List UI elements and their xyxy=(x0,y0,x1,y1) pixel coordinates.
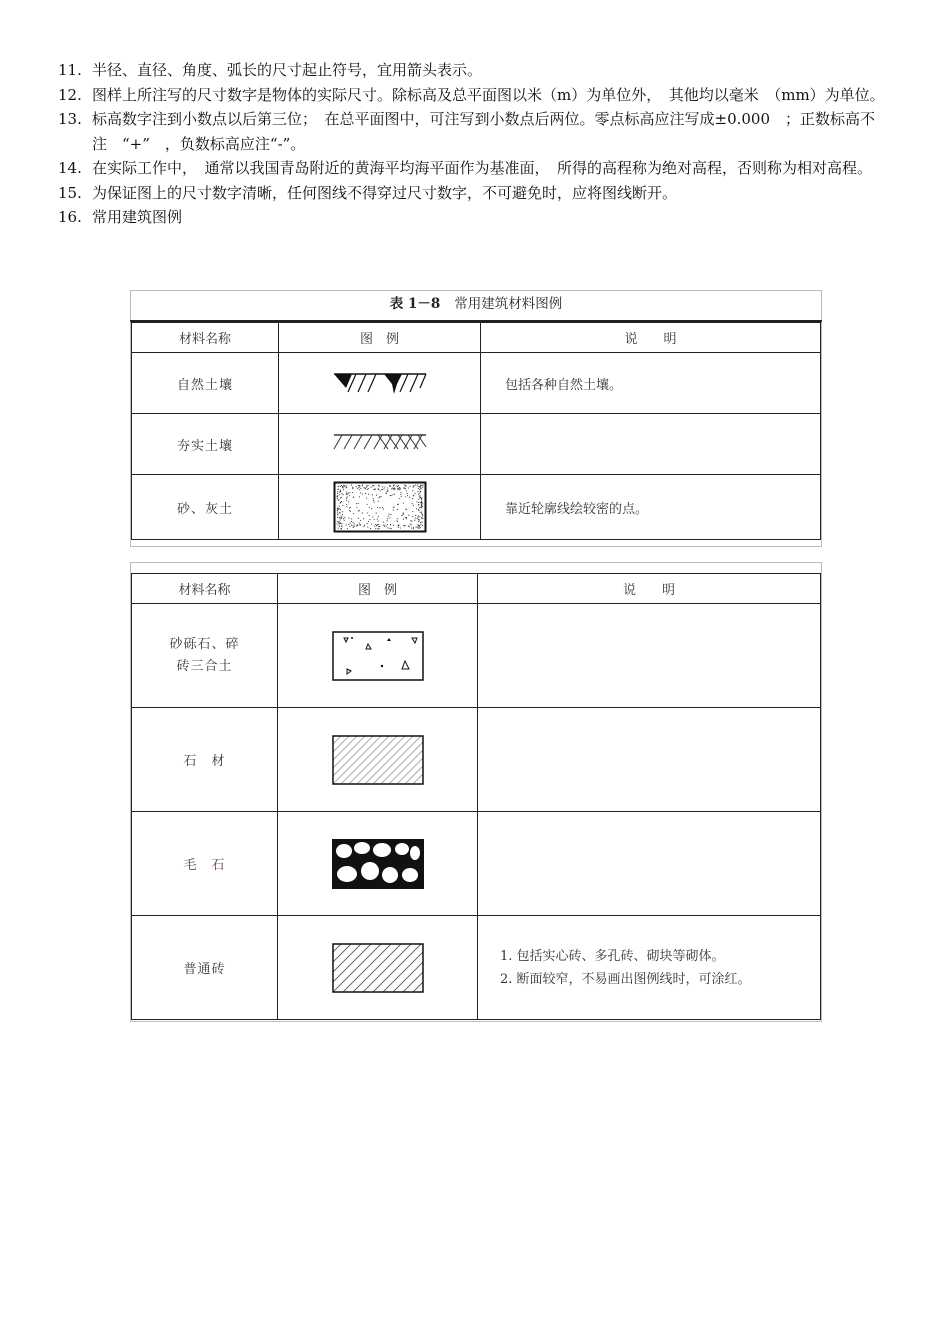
material-name: 夯实土壤 xyxy=(132,414,279,475)
item-text: 标高数字注到小数点以后第三位； 在总平面图中，可注写到小数点后两位。零点标高应注写成±0.000 ；正数标高不注 “+” ，负数标高应注“-”。 xyxy=(92,110,876,153)
item-number: 13. xyxy=(58,110,82,128)
item-text: 半径、直径、角度、弧长的尺寸起止符号，宜用箭头表示。 xyxy=(92,61,483,79)
table-row xyxy=(132,604,821,708)
materials-table-2 xyxy=(130,562,822,1022)
caption-title: 常用建筑材料图例 xyxy=(454,296,563,312)
notes-list xyxy=(58,58,898,230)
brick-symbol xyxy=(278,916,478,1020)
table-body xyxy=(131,573,821,1020)
list-item xyxy=(58,83,898,108)
material-name: 自然土壤 xyxy=(132,353,279,414)
list-item xyxy=(58,181,898,206)
header-material-name: 材料名称 xyxy=(132,323,279,353)
natural-soil-symbol xyxy=(279,353,481,414)
material-name-line1: 砂砾石、碎 xyxy=(169,636,240,652)
table-row xyxy=(132,812,821,916)
item-number: 16. xyxy=(58,208,82,226)
material-name xyxy=(132,604,278,708)
header-description: 说 明 xyxy=(481,323,821,353)
list-item xyxy=(58,205,898,230)
material-description: 靠近轮廓线绘较密的点。 xyxy=(481,475,821,540)
table-row xyxy=(132,708,821,812)
description-line1: 1. 包括实心砖、多孔砖、砌块等砌体。 xyxy=(500,948,725,964)
material-description xyxy=(478,604,821,708)
item-text: 在实际工作中， 通常以我国青岛附近的黄海平均海平面作为基准面， 所得的高程称为绝对高程，否则称为相对高程。 xyxy=(92,159,873,177)
item-text: 图样上所注写的尺寸数字是物体的实际尺寸。除标高及总平面图以米（m）为单位外， 其他均以毫米 （mm）为单位。 xyxy=(92,85,885,104)
header-legend: 图 例 xyxy=(278,574,478,604)
item-number: 14. xyxy=(58,159,82,177)
item-number: 12. xyxy=(58,85,82,104)
material-description xyxy=(478,812,821,916)
list-item xyxy=(58,58,898,83)
material-name: 毛 石 xyxy=(132,812,278,916)
table-body xyxy=(131,322,821,540)
item-text: 常用建筑图例 xyxy=(92,208,183,226)
caption-number: 表 1－8 xyxy=(389,296,441,312)
stone-symbol xyxy=(278,708,478,812)
material-description xyxy=(481,414,821,475)
item-text: 为保证图上的尺寸数字清晰，任何图线不得穿过尺寸数字，不可避免时，应将图线断开。 xyxy=(92,183,678,202)
header-material-name: 材料名称 xyxy=(132,574,278,604)
item-number: 15. xyxy=(58,183,82,202)
table-caption xyxy=(130,291,822,322)
compacted-soil-symbol xyxy=(279,414,481,475)
header-legend: 图 例 xyxy=(279,323,481,353)
material-description: 包括各种自然土壤。 xyxy=(481,353,821,414)
table-row xyxy=(132,414,821,475)
list-item xyxy=(58,107,898,156)
material-name-line2: 砖三合土 xyxy=(176,658,233,674)
material-name: 砂、灰土 xyxy=(132,475,279,540)
description-line2: 2. 断面较窄，不易画出图例线时，可涂红。 xyxy=(500,971,751,987)
item-number: 11. xyxy=(58,61,82,79)
material-name: 普通砖 xyxy=(132,916,278,1020)
gravel-symbol xyxy=(278,604,478,708)
material-description xyxy=(478,708,821,812)
table-row xyxy=(132,353,821,414)
list-item xyxy=(58,156,898,181)
material-description xyxy=(478,916,821,1020)
table-row xyxy=(132,475,821,540)
rubble-stone-symbol xyxy=(278,812,478,916)
materials-table-1 xyxy=(130,290,822,547)
sand-lime-symbol xyxy=(279,475,481,540)
material-name: 石 材 xyxy=(132,708,278,812)
header-description: 说 明 xyxy=(478,574,821,604)
table-row xyxy=(132,916,821,1020)
